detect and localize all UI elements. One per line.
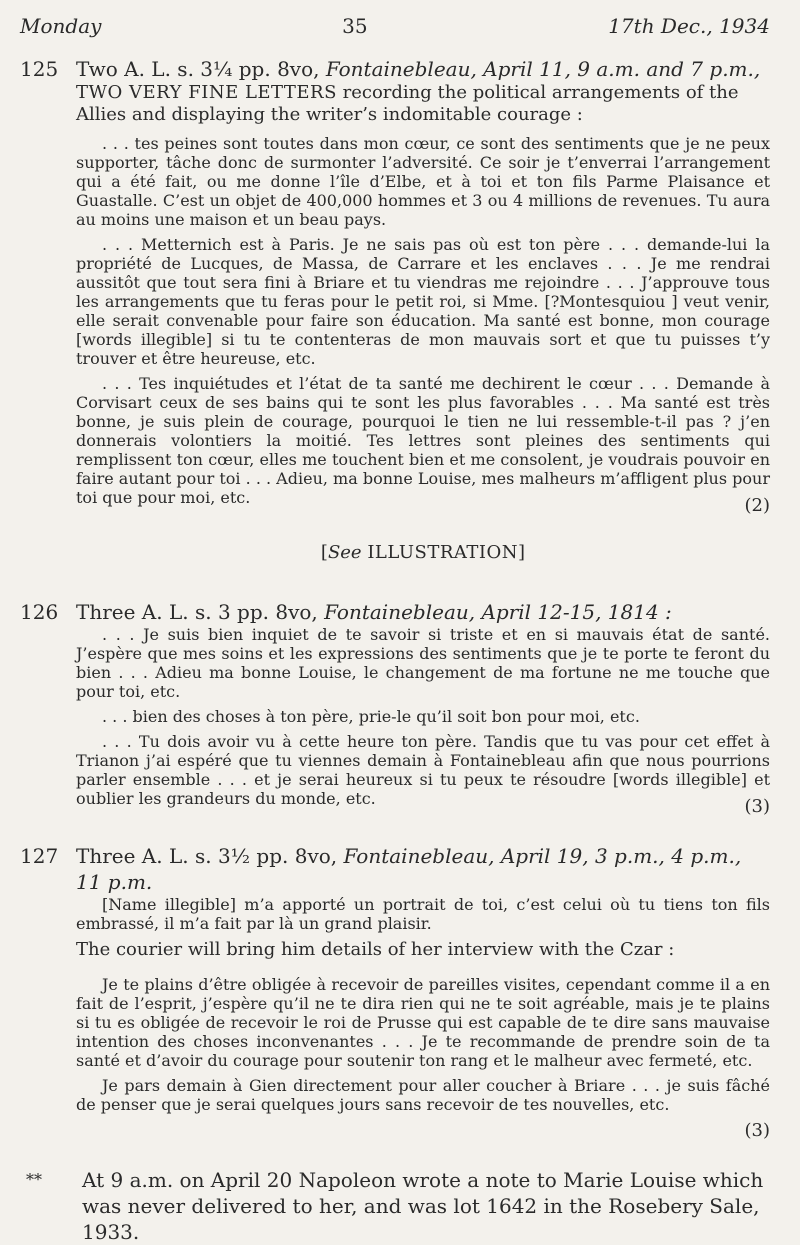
page-header — [20, 14, 770, 38]
footnote-text: At 9 a.m. on April 20 Napoleon wrote a note to Marie Louise which was never delivered to her, and was lot 1642 in the Rosebery Sale, 1933. — [82, 1168, 764, 1244]
lot-ref: (3) — [744, 796, 770, 817]
letter-quote: . . . Metternich est à Paris. Je ne sais pas où est ton père . . . demande-lui la propriété de Lucques, de Massa, de Carrare et les enclaves . . . Je me rendrai aussitôt que tout sera fini à Briare et tu viendras me rejoindre . . . J’approuve tous les arrangements que tu feras pour le petit roi, si Mme. [?Montesquiou ] veut venir, elle serait convenable pour faire son éducation. Ma santé est bonne, mon courage [words illegible] si tu te contenteras de mon mauvais sort et que tu puisses t’y trouver et être heureuse, etc. — [76, 235, 770, 368]
letter-quote: [Name illegible] m’a apporté un portrait de toi, c’est celui où tu tiens ton fils embrassé, il m’a fait par là un grand plaisir. — [76, 895, 770, 933]
lot-ref: (3) — [744, 1120, 770, 1141]
lot-heading-plain: Two A. L. s. 3¼ pp. 8vo, — [76, 57, 326, 81]
lot-heading — [76, 56, 770, 82]
lot-heading-italic: Fontainebleau, April 19, 3 p.m., 4 p.m., 11 p.m. — [76, 844, 742, 894]
lot-ref: (2) — [744, 495, 770, 516]
illustration-label: ILLUSTRATION — [367, 542, 519, 563]
lot-number: 125 — [20, 57, 59, 81]
lot-heading-italic: Fontainebleau, April 12-15, 1814 : — [324, 600, 672, 624]
illustration-note — [76, 542, 770, 563]
lot-heading — [76, 599, 770, 625]
letter-quote: Je pars demain à Gien directement pour aller coucher à Briare . . . je suis fâché de penser que je serai quelques jours sans recevoir de tes nouvelles, etc. — [76, 1076, 770, 1114]
header-page-number: 35 — [342, 14, 368, 38]
illustration-see: See — [327, 542, 362, 563]
lot-description-text: recording the political arrangements of the Allies and displaying the writer’s indomitable courage : — [76, 82, 739, 125]
letter-quote: . . . tes peines sont toutes dans mon cœur, ce sont des sentiments que je ne peux supporter, tâche donc de surmonter l’adversité. Ce soir je t’enverrai l’arrangement qui a été fait, ou me donne l’île d’Elbe, et à toi et ton fils Parme Plaisance et Guastalle. C’est un objet de 400,000 hommes et 3 ou 4 millions de revenues. Tu aura au moins une maison et un beau pays. — [76, 134, 770, 229]
letter-quote: . . . Je suis bien inquiet de te savoir si triste et en si mauvais état de santé. J’espère que mes soins et les expressions des sentiments que je te porte te feront du bien . . . Adieu ma bonne Louise, le changement de ma fortune ne me touche que pour toi, etc. — [76, 625, 770, 701]
lot-number: 126 — [20, 600, 59, 624]
lot-126 — [20, 599, 770, 817]
lot-heading-plain: Three A. L. s. 3½ pp. 8vo, — [76, 844, 344, 868]
lot-note: The courier will bring him details of her interview with the Czar : — [76, 939, 675, 960]
lot-heading-italic: Fontainebleau, April 11, 9 a.m. and 7 p.m., — [325, 57, 761, 81]
illustration-open: [ — [320, 542, 328, 563]
letter-quote: . . . Tu dois avoir vu à cette heure ton père. Tandis que tu vas pour cet effet à Trianon j’ai espéré que tu viennes demain à Fontainebleau afin que nous pourrions parler ensemble . . . et je serai heureux si tu peux te résoudre [words illegible] et oublier les grandeurs du monde, etc. — [76, 732, 770, 808]
footnote — [20, 1167, 770, 1245]
header-date: 17th Dec., 1934 — [608, 14, 770, 38]
letter-quote: . . . Tes inquiétudes et l’état de ta santé me dechirent le cœur . . . Demande à Corvisart ceux de ses bains qui te sont les plus favorables . . . Ma santé est très bonne, je suis plein de courage, pourquoi le tien ne lui ressemble-t-il pas ? j’en donnerais volontiers la moitié. Tes lettres sont pleines des sentiments qui remplissent ton cœur, elles me touchent bien et me consolent, je voudrais pouvoir en faire autant pour toi . . . Adieu, ma bonne Louise, mes malheurs m’affligent plus pour toi que pour moi, etc. — [76, 374, 770, 507]
letter-quote: Je te plains d’être obligée à recevoir de pareilles visites, cependant comme il a en fait de l’esprit, j’espère qu’il ne te dira rien qui ne te soit agréable, mais je te plains si tu es obligée de recevoir le roi de Prusse qui est capable de te dire sans mauvaise intention des choses inconvenantes . . . Je te recommande de prendre soin de ta santé et d’avoir du courage pour soutenir ton rang et le malheur avec fermeté, etc. — [76, 975, 770, 1070]
letter-quote: . . . bien des choses à ton père, prie-le qu’il soit bon pour moi, etc. — [102, 707, 640, 726]
lot-heading-plain: Three A. L. s. 3 pp. 8vo, — [76, 600, 325, 624]
header-day: Monday — [20, 14, 102, 38]
lot-127 — [20, 843, 770, 1141]
lot-description-caps: TWO VERY FINE LETTERS — [76, 82, 337, 103]
lot-number: 127 — [20, 844, 59, 868]
lot-heading — [76, 843, 770, 895]
lot-125 — [20, 56, 770, 573]
footnote-mark: ** — [26, 1170, 42, 1189]
illustration-close: ] — [518, 542, 526, 563]
lot-description — [76, 82, 770, 126]
